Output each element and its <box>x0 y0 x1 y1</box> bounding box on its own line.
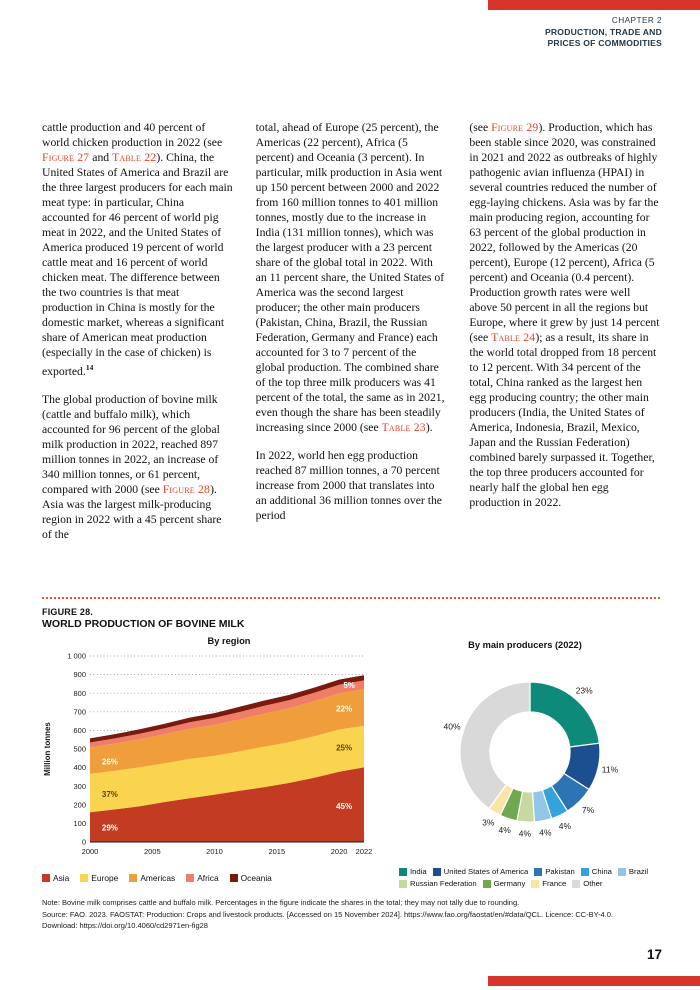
svg-text:45%: 45% <box>336 802 353 812</box>
svg-text:800: 800 <box>73 688 86 698</box>
figure-28 <box>42 607 660 932</box>
paragraph: The global production of bovine milk (cattle and buffalo milk), which accounted for 96 percent of the global milk production in 2022, reached 897 million tonnes in 2022, an increase of 340 million tonnes, or 61 percent, compared with 2000 (see Figure 28). Asia was the largest milk-producing region in 2022 with a 45 percent share of the <box>42 392 222 541</box>
chapter-title-line1: PRODUCTION, TRADE AND <box>544 27 662 37</box>
figure-charts <box>42 636 660 865</box>
svg-text:25%: 25% <box>336 743 353 753</box>
legend-item <box>433 867 529 876</box>
legend-label: Americas <box>140 872 176 883</box>
chapter-title <box>545 27 662 50</box>
legend-swatch <box>618 868 626 876</box>
legend-item <box>42 873 69 883</box>
svg-text:29%: 29% <box>101 823 118 833</box>
svg-text:600: 600 <box>73 726 86 735</box>
svg-text:200: 200 <box>73 800 86 810</box>
legend-item <box>618 867 648 876</box>
source-line: Source: FAO. 2023. FAOSTAT: Production: Crops and livestock products. [Accessed on 15 November 2024]. https://www.fao.org/faostat/en/#data/QCL. Licence: CC-BY-4.0. <box>42 909 613 919</box>
legend-item <box>531 879 566 888</box>
legend-label: Brazil <box>628 867 649 876</box>
figure-notes <box>42 897 660 932</box>
legend-item <box>483 879 526 888</box>
svg-text:400: 400 <box>73 763 86 773</box>
donut-chart <box>376 636 660 865</box>
svg-text:4%: 4% <box>558 821 572 831</box>
note-line: Note: Bovine milk comprises cattle and buffalo milk. Percentages in the figure indicate the shares in the total; they may not tally due to rounding. <box>42 898 520 907</box>
area-chart-svg <box>42 648 376 860</box>
svg-text:7%: 7% <box>581 804 595 815</box>
legend-item <box>581 867 612 876</box>
producer-legend <box>377 867 660 888</box>
legend-label: Africa <box>197 872 219 883</box>
svg-text:2005: 2005 <box>143 847 161 856</box>
legend-item <box>534 867 575 876</box>
legend-swatch <box>581 868 589 876</box>
region-legend <box>42 867 377 888</box>
download-line: Download: https://doi.org/10.4060/cd2971en-fig28 <box>42 921 208 931</box>
donut-chart-title: By main producers (2022) <box>468 640 582 650</box>
svg-text:22%: 22% <box>336 704 353 714</box>
svg-text:4%: 4% <box>498 824 511 835</box>
area-chart <box>42 636 376 865</box>
legend-swatch <box>80 874 88 882</box>
legend-swatch <box>483 880 491 888</box>
top-accent-bar <box>488 0 700 10</box>
svg-text:4%: 4% <box>539 827 552 838</box>
legend-swatch <box>534 868 542 876</box>
legend-label: Oceania <box>240 872 272 883</box>
svg-text:2000: 2000 <box>81 847 99 856</box>
legend-label: Asia <box>53 872 70 883</box>
page-number: 17 <box>646 947 662 962</box>
chapter-label: CHAPTER 2 <box>611 15 662 25</box>
legend-item <box>399 879 477 888</box>
svg-text:2020: 2020 <box>330 847 348 856</box>
svg-text:37%: 37% <box>101 790 118 800</box>
legend-item <box>230 873 272 883</box>
legend-swatch <box>230 874 238 882</box>
legend-label: Europe <box>91 872 119 883</box>
svg-text:5%: 5% <box>343 680 355 690</box>
legend-swatch <box>399 880 407 888</box>
legend-item <box>186 873 218 883</box>
svg-text:2010: 2010 <box>206 847 223 856</box>
paragraph: cattle production and 40 percent of world chicken production in 2022 (see Figure 27 and Table 22). China, the United States of America and Brazil are the three largest producers for each main meat type: in particular, China accounted for 46 percent of world pig meat in 2022, and the United States of America produced 19 percent of world cattle meat and 16 percent of world chicken meat. The difference between the two countries is that meat production in China is mostly for the domestic market, whereas a significant share of American meat production (especially in the case of chicken) is exported.$^{14}$ <box>42 121 233 378</box>
figure-separator <box>42 597 660 599</box>
legend-label: Russian Federation <box>410 879 477 888</box>
legend-label: France <box>542 879 567 888</box>
svg-text:100: 100 <box>73 819 86 828</box>
legend-item <box>80 873 118 883</box>
chapter-title-line2: PRICES OF COMMODITIES <box>547 38 662 49</box>
svg-text:1 000: 1 000 <box>67 651 86 661</box>
svg-text:4%: 4% <box>518 828 532 839</box>
svg-text:40%: 40% <box>443 721 461 732</box>
legend-label: United States of America <box>443 867 529 876</box>
svg-text:700: 700 <box>73 707 86 717</box>
page-header <box>545 15 662 50</box>
body-text <box>42 120 660 555</box>
svg-text:2015: 2015 <box>268 847 286 856</box>
svg-text:0: 0 <box>81 837 86 847</box>
legend-label: Other <box>583 879 603 888</box>
text-column-3 <box>469 120 660 555</box>
figure-title: WORLD PRODUCTION OF BOVINE MILK <box>42 618 245 630</box>
svg-text:900: 900 <box>73 670 86 680</box>
legend-item <box>572 879 602 888</box>
paragraph: (see Figure 29). Production, which has been stable since 2020, was constrained in 2021 and 2022 as outbreaks of highly pathogenic avian influenza (HPAI) in several countries reduced the number of egg-laying chickens. Asia was by far the main producing region, accounting for 63 percent of the global production in 2022, followed by the Americas (20 percent), Europe (12 percent), Africa (5 percent) and Oceania (0.4 percent). Production growth rates were well above 50 percent in all the regions but Europe, where it grew by just 14 percent (see Table 24); as a result, its share in the world total dropped from 18 percent to 12 percent. With 34 percent of the total, China ranked as the largest hen egg producing country; the other main producers (India, the United States of America, Indonesia, Brazil, Mexico, Japan and the Russian Federation) combined barely surpassed it. Together, the top three producers accounted for nearly half the global hen egg production in 2022. <box>469 121 660 509</box>
donut-chart-svg <box>390 652 660 852</box>
legend-item <box>399 867 427 876</box>
legend-swatch <box>129 874 137 882</box>
svg-text:500: 500 <box>73 744 86 754</box>
svg-text:300: 300 <box>73 781 86 791</box>
legend-swatch <box>531 880 539 888</box>
legend-label: China <box>591 867 612 876</box>
legend-label: Pakistan <box>545 867 575 876</box>
svg-text:11%: 11% <box>601 764 619 775</box>
text-column-1 <box>42 120 233 555</box>
text-column-2 <box>256 120 447 555</box>
legend-swatch <box>186 874 194 882</box>
svg-text:Million tonnes: Million tonnes <box>43 722 52 776</box>
legend-swatch <box>572 880 580 888</box>
legend-label: India <box>410 867 427 876</box>
svg-text:26%: 26% <box>101 757 118 767</box>
svg-text:23%: 23% <box>575 685 593 696</box>
legend-swatch <box>399 868 407 876</box>
legend-swatch <box>433 868 441 876</box>
area-chart-title: By region <box>207 636 251 646</box>
paragraph: In 2022, world hen egg production reached 87 million tonnes, a 70 percent increase from 2000 that translates into an additional 36 million tonnes over the period <box>255 449 442 522</box>
figure-legends <box>42 867 660 888</box>
figure-label: FIGURE 28. <box>42 607 94 617</box>
legend-item <box>129 873 175 883</box>
svg-text:3%: 3% <box>482 817 495 828</box>
svg-text:2022: 2022 <box>355 847 373 856</box>
legend-label: Germany <box>493 879 526 888</box>
legend-swatch <box>42 874 50 882</box>
paragraph: total, ahead of Europe (25 percent), the Americas (22 percent), Africa (5 percent) and Oceania (3 percent). In particular, milk production in Asia went up 150 percent between 2000 and 2022 from 160 million tonnes to 401 million tonnes, mostly due to the increase in India (131 million tonnes), which was the largest producer with a 23 percent share of the global total in 2022. With an 11 percent share, the United States of America was the second largest producer; the other main producers (Pakistan, China, Brazil, the Russian Federation, Germany and France) each accounted for 3 to 7 percent of the global production. The combined share of the top three milk producers was 41 percent of the total, the same as in 2021, even though the share has been steadily increasing since 2000 (see Table 23). <box>255 121 445 434</box>
bottom-accent-bar <box>488 976 700 986</box>
